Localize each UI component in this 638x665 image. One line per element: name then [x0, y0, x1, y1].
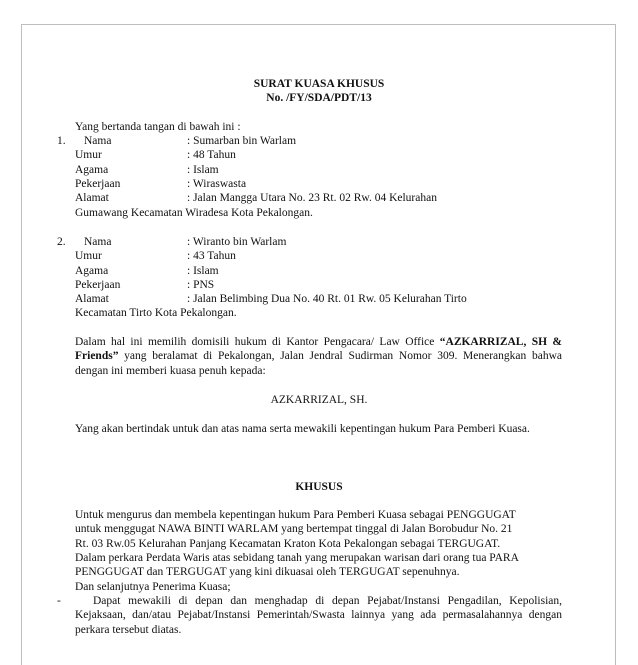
attorney-name: AZKARRIZAL, SH.	[270, 394, 368, 406]
acting-paragraph: Yang akan bertindak untuk dan atas nama serta mewakili kepentingan hukum Para Pemberi Kuasa.	[75, 423, 530, 435]
document-title: SURAT KUASA KHUSUS	[253, 78, 385, 90]
party2-number: 2.	[57, 236, 66, 248]
purpose-line: PENGGUGAT dan TERGUGAT yang kini dikuasai oleh TERGUGAT sepenuhnya.	[75, 566, 460, 578]
khusus-heading: KHUSUS	[295, 481, 343, 493]
party1-label-alamat: Alamat	[75, 192, 109, 204]
party2-label-alamat: Alamat	[75, 293, 109, 305]
party2-label-umur: Umur	[75, 250, 102, 262]
domicile-rest: yang beralamat di Pekalongan, Jalan Jendral Sudirman Nomor 309. Menerangkan bahwa dengan ini memberi kuasa penuh kepada:	[75, 350, 562, 377]
bullet-text: Dapat mewakili di depan dan menghadap di depan Pejabat/Instansi Pengadilan, Kepolisian, Kejaksaan, dan/atau Pejabat/Instansi Pemerintah/Swasta lainnya yang ada permasalahannya dengan perkara tersebut diatas.	[75, 595, 562, 636]
purpose-line: untuk menggugat NAWA BINTI WARLAM yang bertempat tinggal di Jalan Borobudur No. 21	[75, 523, 513, 535]
continued-line: Dan selanjutnya Penerima Kuasa;	[75, 581, 231, 593]
party2-value-pekerjaan: : PNS	[187, 279, 215, 291]
party2-address-cont: Kecamatan Tirto Kota Pekalongan.	[75, 307, 237, 319]
party2-value-alamat: : Jalan Belimbing Dua No. 40 Rt. 01 Rw. 05 Kelurahan Tirto	[187, 293, 467, 305]
party1-value-umur: : 48 Tahun	[187, 149, 236, 161]
purpose-line: Untuk mengurus dan membela kepentingan hukum Para Pemberi Kuasa sebagai PENGGUGAT	[75, 509, 516, 521]
party1-value-pekerjaan: : Wiraswasta	[187, 178, 247, 190]
party2-label-pekerjaan: Pekerjaan	[75, 279, 121, 291]
party1-label-agama: Agama	[75, 164, 109, 176]
document-number: No. /FY/SDA/PDT/13	[266, 92, 372, 104]
party1-label-umur: Umur	[75, 149, 102, 161]
party1-label-nama: Nama	[84, 135, 112, 147]
intro-line: Yang bertanda tangan di bawah ini :	[75, 121, 241, 133]
party1-value-agama: : Islam	[187, 164, 219, 176]
bullet-marker: -	[57, 595, 61, 607]
party2-label-nama: Nama	[84, 236, 112, 248]
domicile-paragraph	[75, 335, 562, 378]
party2-value-umur: : 43 Tahun	[187, 250, 236, 262]
party1-value-alamat: : Jalan Mangga Utara No. 23 Rt. 02 Rw. 04 Kelurahan	[187, 192, 437, 204]
party2-value-agama: : Islam	[187, 265, 219, 277]
purpose-line: Rt. 03 Rw.05 Kelurahan Panjang Kecamatan Kraton Kota Pekalongan sebagai TERGUGAT.	[75, 538, 501, 550]
party1-address-cont: Gumawang Kecamatan Wiradesa Kota Pekalongan.	[75, 207, 313, 219]
party1-label-pekerjaan: Pekerjaan	[75, 178, 121, 190]
office-name: “AZKARRIZAL, SH & Friends”	[75, 336, 562, 363]
purpose-line: Dalam perkara Perdata Waris atas sebidang tanah yang merupakan warisan dari orang tua PARA	[75, 552, 519, 564]
party1-value-nama: : Sumarban bin Warlam	[187, 135, 297, 147]
domicile-lead: Dalam hal ini memilih domisili hukum di Kantor Pengacara/ Law Office	[75, 336, 440, 348]
party1-number: 1.	[57, 135, 66, 147]
party2-value-nama: : Wiranto bin Warlam	[187, 236, 287, 248]
party2-label-agama: Agama	[75, 265, 109, 277]
